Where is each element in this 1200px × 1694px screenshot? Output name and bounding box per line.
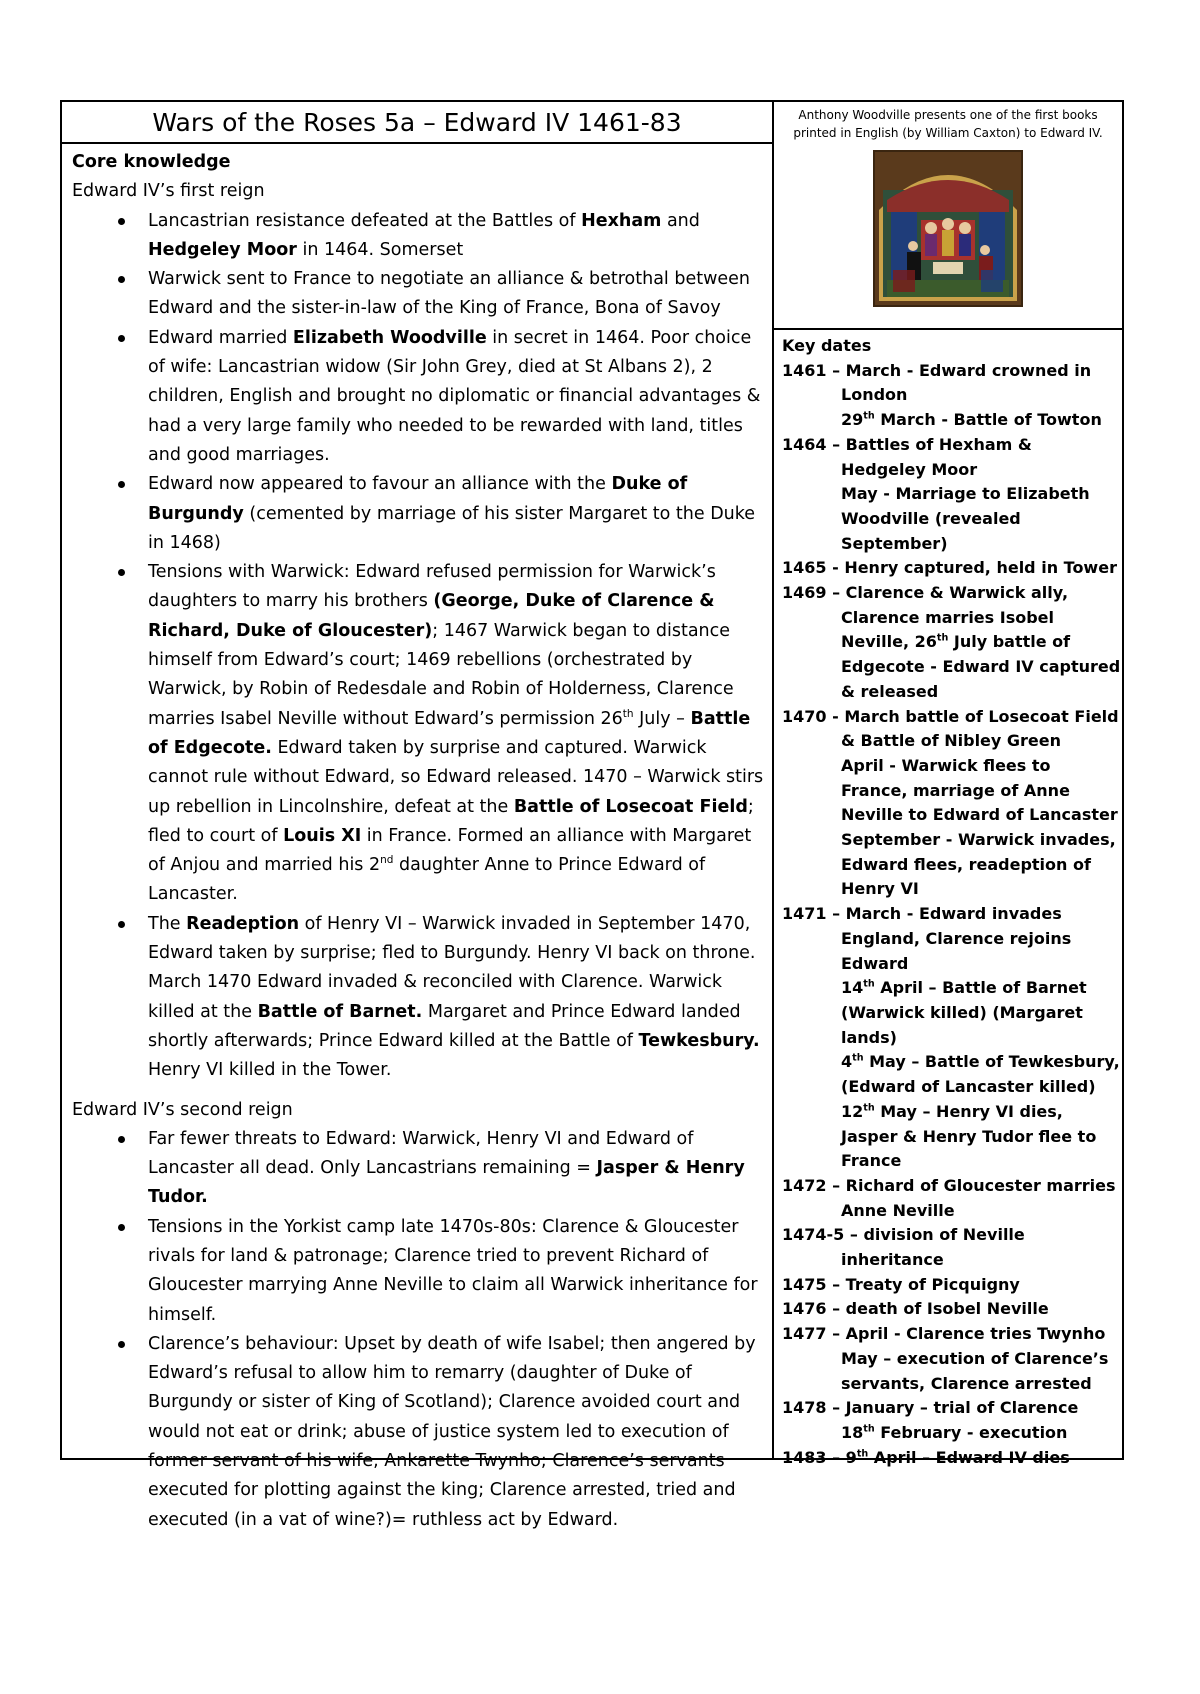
text-run: Clarence & Warwick ally, Clarence marries Isobel Neville, 26: [841, 583, 1069, 652]
title-bar: [62, 102, 772, 144]
bold-text: Elizabeth Woodville: [292, 327, 487, 348]
text-run: Clarence’s behaviour: Upset by death of wife Isabel; then angered by Edward’s refusal to allow him to remarry (daughter of Duke of Burgundy or sister of King of Scotland); Clarence avoided court and would not eat or drink; abuse of justice system led to execution of former servant of his wife, Ankarette Twynho; Clarence’s servants executed for plotting against the king; Clarence arrested, tried and executed (in a vat of wine?)= ruthless act by Edward.: [148, 1333, 756, 1530]
text-run: in 1464. Somerset: [296, 239, 464, 260]
text-run: March - Edward invades England, Clarence rejoins Edward: [841, 904, 1072, 973]
text-run: April - Clarence tries Twynho: [845, 1324, 1106, 1344]
text-run: July –: [633, 708, 691, 729]
text-run: death of Isobel Neville: [845, 1299, 1049, 1319]
key-date-line: [782, 1446, 1122, 1471]
superscript-text: th: [622, 707, 634, 720]
text-run: Tensions in the Yorkist camp late 1470s-80s: Clarence & Gloucester rivals for land & patronage; Clarence tried to prevent Richard of Gloucester marrying Anne Neville to claim all Warwick inheritance for himself.: [148, 1216, 758, 1325]
text-run: July battle of Edgecote - Edward IV captured & released: [841, 632, 1121, 701]
bullet-item: [148, 1330, 764, 1535]
core-knowledge-body: [62, 144, 772, 1535]
superscript-text: th: [936, 633, 949, 645]
core-knowledge-column: [62, 102, 774, 1530]
key-dates-panel: [774, 328, 1122, 1467]
key-date-separator: –: [826, 1447, 846, 1467]
key-date-line: [782, 1421, 1122, 1446]
key-date-line: [782, 976, 1122, 1050]
key-date-line: [782, 705, 1122, 754]
superscript-text: nd: [380, 854, 394, 867]
text-run: Lancastrian resistance defeated at the Battles of: [148, 210, 582, 231]
bullet-item: [148, 1213, 764, 1330]
key-date-year: 1476: [782, 1299, 827, 1319]
bullet-item: [148, 558, 764, 910]
key-date-separator: -: [826, 706, 845, 726]
superscript-text: th: [863, 410, 875, 422]
text-run: Far fewer threats to Edward: Warwick, Henry VI and Edward of Lancaster all dead. Only Lancastrians remaining =: [148, 1128, 694, 1179]
key-date-separator: -: [826, 558, 845, 578]
key-date-separator: –: [826, 1274, 846, 1294]
key-date-line: [782, 1174, 1122, 1223]
bold-text: Hedgeley Moor: [148, 239, 297, 260]
bold-text: Duke of Burgundy: [148, 474, 688, 524]
bold-text: Battle of Losecoat Field: [513, 796, 748, 817]
text-run: Edward married: [148, 327, 293, 348]
key-date-line: [782, 556, 1122, 581]
bullet-item: [148, 1125, 764, 1213]
text-run: Margaret and Prince Edward landed shortly afterwards; Prince Edward killed at the Battle of: [148, 1001, 741, 1051]
key-date-line: [782, 1396, 1122, 1421]
bullet-item: [148, 265, 764, 324]
text-run: 9: [845, 1447, 857, 1467]
key-date-line: [782, 408, 1122, 433]
key-dates-heading: Key dates: [782, 336, 872, 355]
bold-text: Battle of Edgecote.: [148, 708, 751, 758]
key-date-separator: –: [826, 1299, 846, 1319]
text-run: in secret in 1464. Poor choice of wife: Lancastrian widow (Sir John Grey, died at St Albans 2), 2 children, English and brought no diplomatic or financial advantages & had a very large family who needed to be rewarded with land, titles and good marriages.: [148, 327, 761, 465]
text-run: 29: [841, 410, 864, 430]
key-date-line: [782, 1322, 1122, 1347]
bold-text: Battle of Barnet.: [257, 1001, 423, 1022]
bold-text: Tewkesbury.: [638, 1030, 760, 1051]
text-run: March - Battle of Towton: [874, 410, 1102, 430]
text-run: April – Battle of Barnet (Warwick killed) (Margaret lands): [841, 978, 1087, 1047]
text-run: of Henry VI – Warwick invaded in September 1470, Edward taken by surprise; fled to Burgundy. Henry VI back on throne. March 1470 Edward invaded & reconciled with Clarence. Warwick killed at the: [148, 913, 756, 1022]
first-reign-list: [72, 207, 764, 1086]
text-run: Treaty of Picquigny: [845, 1274, 1020, 1294]
key-date-year: 1471: [782, 904, 827, 924]
key-date-separator: –: [826, 1398, 846, 1418]
key-date-year: 1461: [782, 360, 827, 380]
text-run: January – trial of Clarence: [845, 1398, 1079, 1418]
text-run: May – Henry VI dies, Jasper & Henry Tudor flee to France: [841, 1101, 1097, 1171]
key-date-line: [782, 1050, 1122, 1099]
superscript-text: th: [863, 978, 875, 990]
first-reign-heading: Edward IV’s first reign: [72, 181, 265, 202]
text-run: Edward now appeared to favour an alliance with the: [148, 474, 612, 495]
image-panel: [774, 102, 1122, 330]
bullet-item: [148, 470, 764, 558]
bold-text: Louis XI: [283, 825, 362, 846]
key-date-line: [782, 1273, 1122, 1298]
key-date-line: [782, 902, 1122, 976]
text-run: September - Warwick invades, Edward flees, readeption of Henry VI: [841, 830, 1116, 899]
text-run: April - Warwick flees to France, marriage of Anne Neville to Edward of Lancaster: [841, 755, 1118, 825]
text-run: Tensions with Warwick: Edward refused permission for Warwick’s daughters to marry his brothers: [148, 562, 716, 612]
key-date-year: 1483: [782, 1447, 827, 1467]
key-date-separator: –: [826, 583, 846, 603]
text-run: The: [148, 913, 187, 934]
text-run: Henry captured, held in Tower: [844, 558, 1117, 578]
text-run: ; fled to court of: [148, 796, 754, 846]
image-caption: Anthony Woodville presents one of the first books printed in English (by William Caxton) to Edward IV.: [793, 108, 1103, 140]
text-run: February - execution: [874, 1422, 1068, 1442]
key-date-year: 1465: [782, 558, 827, 578]
second-reign-heading: Edward IV’s second reign: [72, 1099, 293, 1120]
key-date-year: 1470: [782, 706, 827, 726]
text-run: daughter Anne to Prince Edward of Lancaster.: [148, 855, 706, 905]
text-run: May – Battle of Tewkesbury, (Edward of Lancaster killed): [841, 1052, 1120, 1097]
key-date-separator: –: [826, 434, 846, 454]
key-date-separator: –: [844, 1225, 864, 1245]
bold-text: Jasper & Henry Tudor.: [148, 1158, 745, 1208]
key-date-year: 1469: [782, 583, 827, 603]
text-run: (cemented by marriage of his sister Margaret to the Duke in 1468): [148, 503, 756, 553]
text-run: April – Edward IV dies: [868, 1447, 1070, 1467]
text-run: Edward taken by surprise and captured. Warwick cannot rule without Edward, so Edward released. 1470 – Warwick stirs up rebellion in Lincolnshire, defeat at the: [148, 737, 764, 817]
key-date-year: 1474-5: [782, 1225, 845, 1245]
text-run: 4: [841, 1052, 853, 1072]
key-date-year: 1477: [782, 1324, 827, 1344]
key-date-line: [782, 754, 1122, 828]
superscript-text: th: [863, 1102, 875, 1114]
key-date-separator: –: [826, 1324, 846, 1344]
key-date-line: [782, 482, 1122, 556]
core-knowledge-heading: Core knowledge: [72, 152, 231, 172]
text-run: division of Neville inheritance: [841, 1225, 1025, 1270]
worksheet-frame: [60, 100, 1124, 1530]
key-dates-list: [782, 359, 1122, 1471]
text-run: 14: [841, 978, 864, 998]
key-date-line: [782, 359, 1122, 408]
key-date-year: 1464: [782, 434, 827, 454]
bold-text: Readeption: [186, 913, 300, 934]
text-run: 18: [841, 1422, 864, 1442]
key-date-separator: –: [826, 360, 846, 380]
key-date-separator: –: [826, 904, 846, 924]
key-date-line: [782, 1297, 1122, 1322]
text-run: March battle of Losecoat Field & Battle of Nibley Green: [841, 706, 1119, 751]
text-run: Battles of Hexham & Hedgeley Moor: [841, 434, 1032, 479]
key-date-line: [782, 1223, 1122, 1272]
text-run: May - Marriage to Elizabeth Woodville (revealed September): [841, 484, 1090, 553]
text-run: and: [661, 210, 700, 231]
key-date-line: [782, 581, 1122, 705]
text-run: 12: [841, 1101, 864, 1121]
bold-text: Hexham: [581, 210, 662, 231]
bullet-item: [148, 207, 764, 266]
bullet-item: [148, 910, 764, 1086]
text-run: Richard of Gloucester marries Anne Neville: [841, 1175, 1116, 1220]
key-date-year: 1472: [782, 1175, 827, 1195]
text-run: March - Edward crowned in London: [841, 360, 1092, 405]
manuscript-illumination-icon: [873, 150, 1023, 307]
superscript-text: th: [856, 1448, 869, 1460]
second-reign-list: [72, 1125, 764, 1535]
key-date-line: [782, 433, 1122, 482]
text-run: in France. Formed an alliance with Margaret of Anjou and married his 2: [148, 825, 752, 876]
superscript-text: th: [852, 1053, 864, 1065]
text-run: May – execution of Clarence’s servants, Clarence arrested: [841, 1348, 1109, 1393]
key-date-line: [782, 1347, 1122, 1396]
key-date-line: [782, 1100, 1122, 1174]
text-run: ; 1467 Warwick began to distance himself from Edward’s court; 1469 rebellions (orchestrated by Warwick, by Robin of Redesdale and Robin of Holderness, Clarence marries Isabel Neville without Edward’s permission 26: [148, 620, 734, 729]
key-date-separator: –: [826, 1175, 846, 1195]
text-run: Henry VI killed in the Tower.: [148, 1060, 392, 1081]
key-date-year: 1478: [782, 1398, 827, 1418]
bold-text: (George, Duke of Clarence & Richard, Duke of Gloucester): [148, 591, 715, 641]
key-date-year: 1475: [782, 1274, 827, 1294]
text-run: Warwick sent to France to negotiate an alliance & betrothal between Edward and the sister-in-law of the King of France, Bona of Savoy: [148, 269, 751, 319]
page-title: Wars of the Roses 5a – Edward IV 1461-83: [152, 107, 682, 137]
key-date-line: [782, 828, 1122, 902]
superscript-text: th: [863, 1423, 875, 1435]
bullet-item: [148, 324, 764, 470]
